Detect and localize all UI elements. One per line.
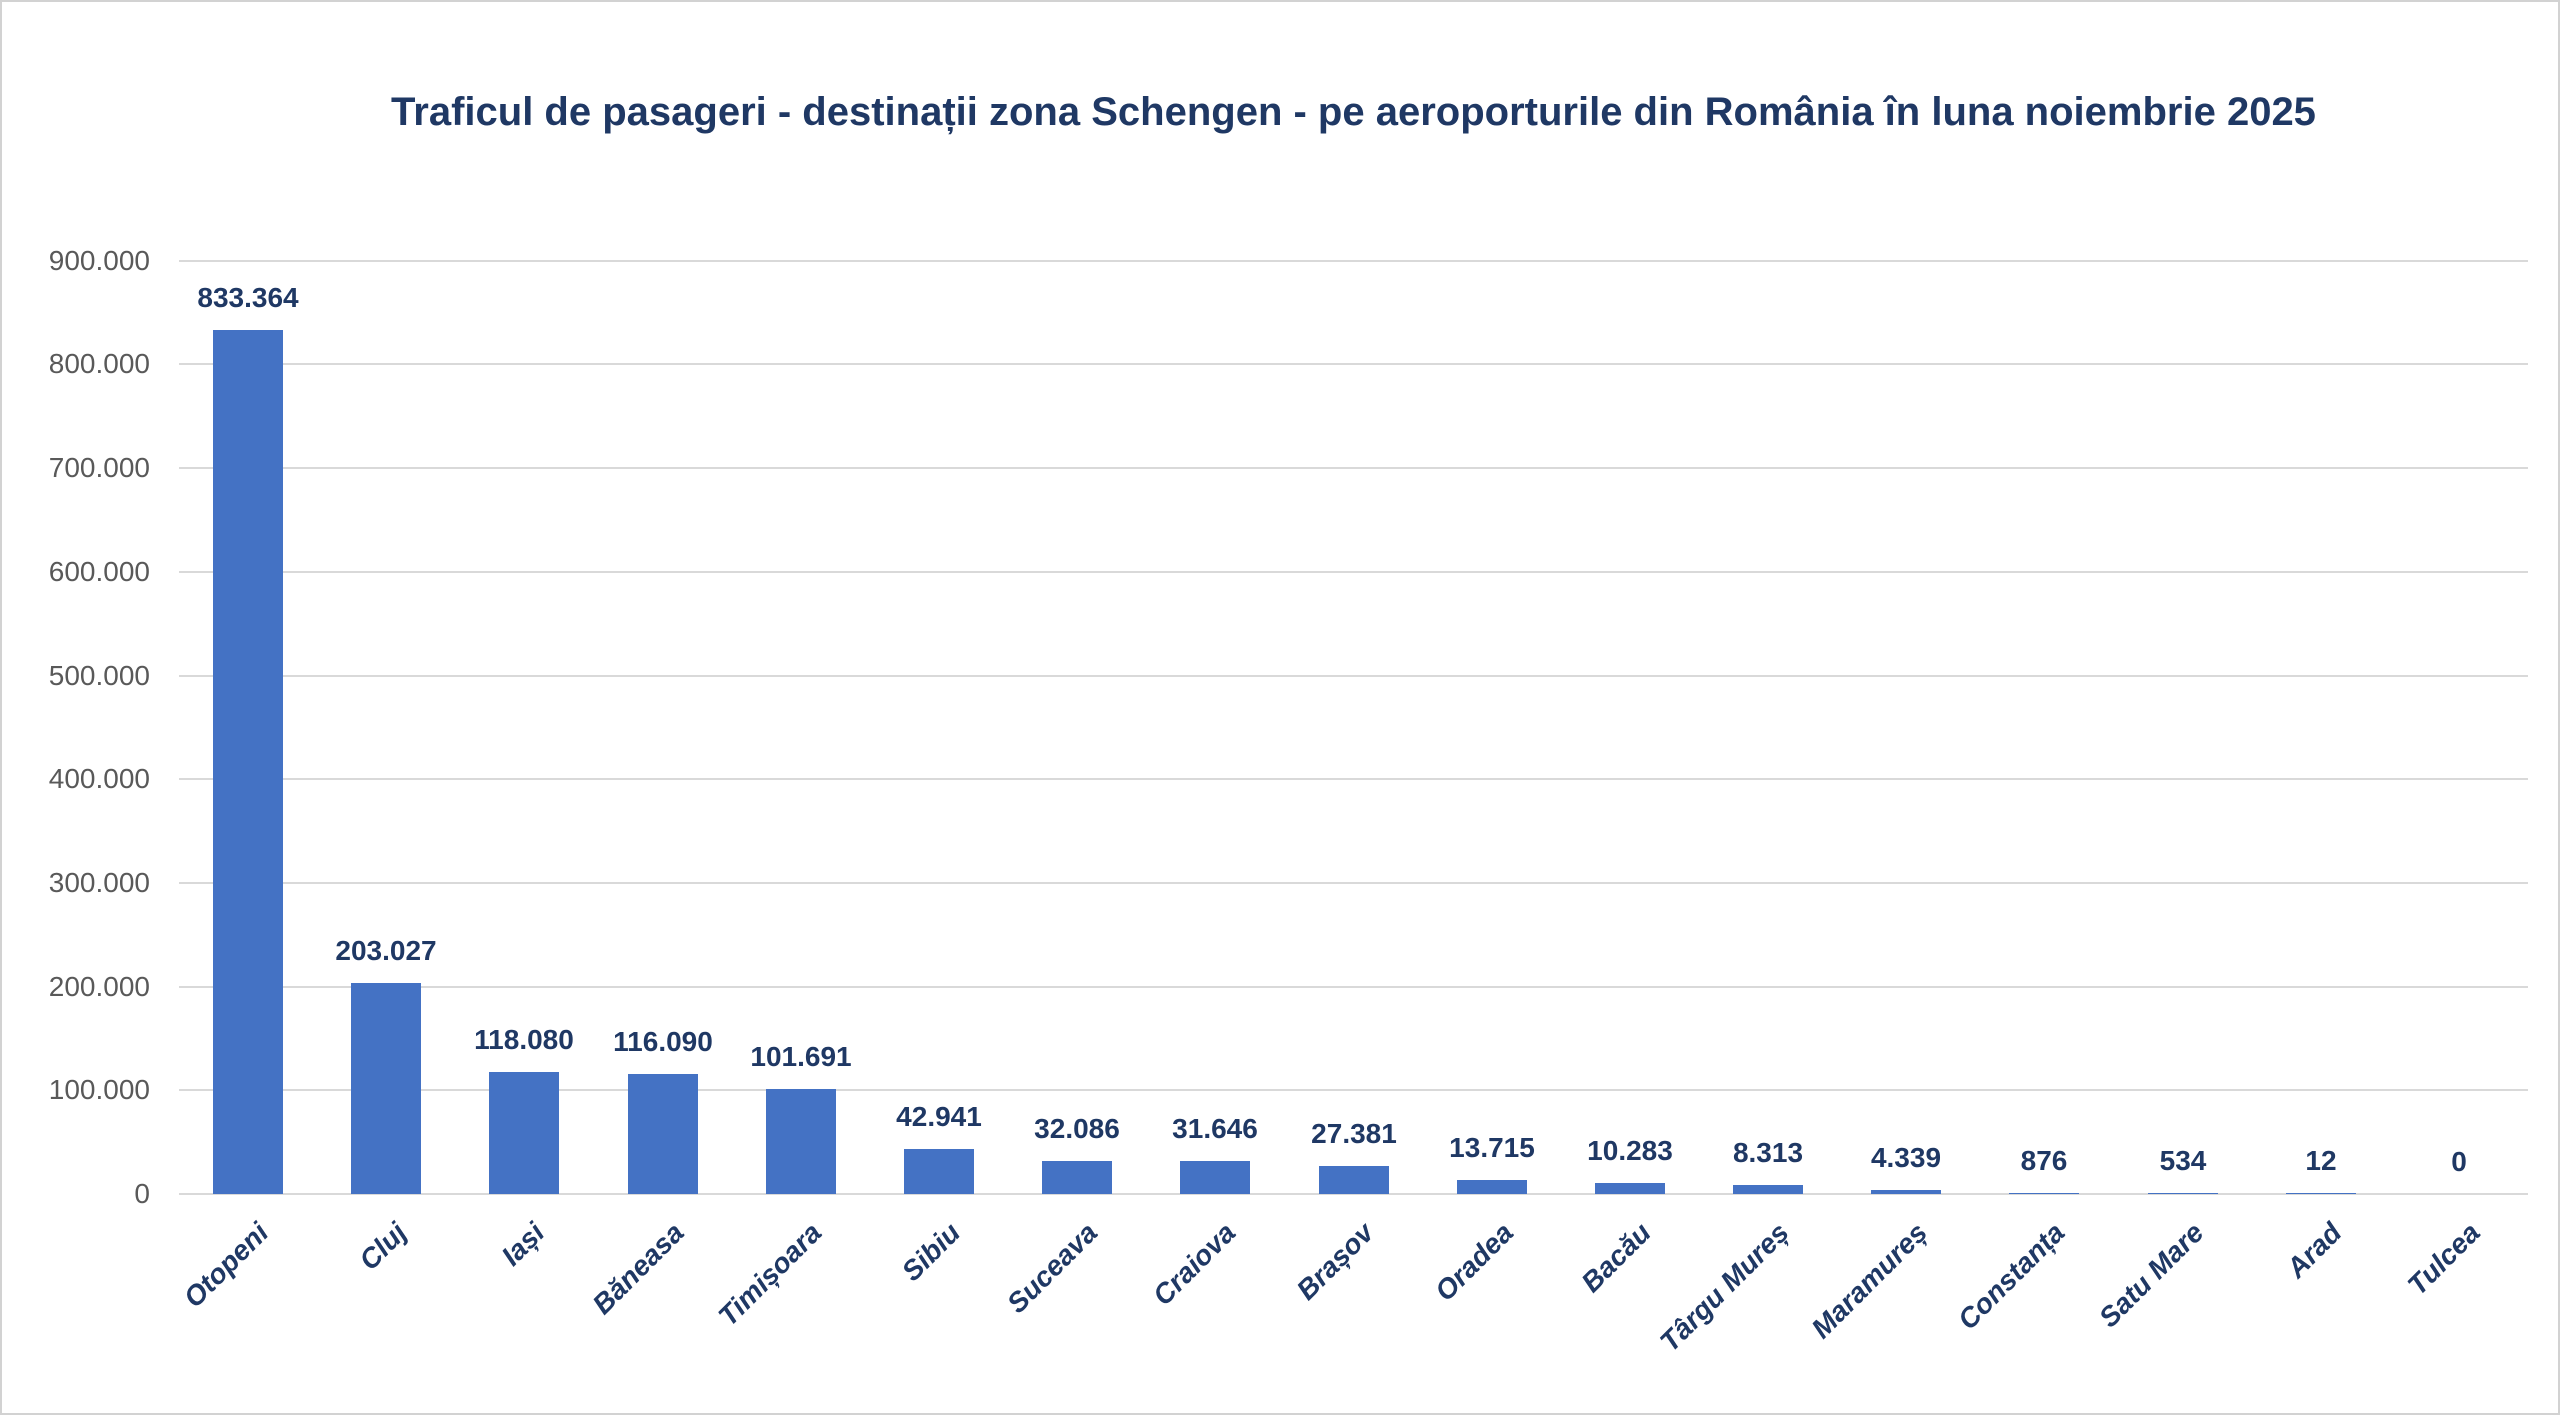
- y-axis-tick-label: 900.000: [48, 245, 150, 276]
- gridline: [179, 882, 2528, 884]
- bar: [766, 1089, 836, 1194]
- x-axis-category-label: Târgu Mureș: [1653, 1216, 1795, 1358]
- x-axis-category-label: Brașov: [1290, 1216, 1380, 1306]
- x-axis-category-label: Sibiu: [895, 1216, 966, 1288]
- y-axis-tick-label: 200.000: [48, 971, 150, 1002]
- bar-value-label: 42.941: [896, 1101, 982, 1132]
- chart-title: Traficul de pasageri - destinații zona Schengen - pe aeroporturile din România în luna noiembrie 2025: [391, 90, 2316, 134]
- gridline: [179, 986, 2528, 988]
- bar-value-label: 118.080: [474, 1024, 574, 1055]
- x-axis-category-label: Băneasa: [586, 1216, 690, 1321]
- gridline: [179, 363, 2528, 365]
- x-axis-category-label: Tulcea: [2401, 1216, 2486, 1301]
- bar-value-label: 534: [2159, 1145, 2207, 1176]
- bar: [2148, 1193, 2218, 1194]
- gridline: [179, 675, 2528, 677]
- x-axis-category-label: Oradea: [1428, 1216, 1519, 1307]
- bar-value-label: 876: [2020, 1145, 2068, 1176]
- x-axis-category-label: Maramureș: [1805, 1216, 1933, 1345]
- bar: [1457, 1180, 1527, 1194]
- bar: [1733, 1185, 1803, 1194]
- x-axis-category-label: Craiova: [1147, 1216, 1242, 1312]
- bar: [2286, 1193, 2356, 1194]
- y-axis-tick-label: 500.000: [48, 660, 150, 691]
- bar: [1595, 1183, 1665, 1194]
- gridline: [179, 260, 2528, 262]
- y-axis-tick-label: 0: [134, 1178, 150, 1209]
- gridline: [179, 467, 2528, 469]
- bar: [904, 1149, 974, 1194]
- bar: [2009, 1193, 2079, 1194]
- bar-value-label: 0: [2451, 1146, 2467, 1177]
- bar: [1871, 1190, 1941, 1194]
- y-axis-tick-label: 300.000: [48, 867, 150, 898]
- y-axis-tick-label: 700.000: [48, 452, 150, 483]
- x-axis-category-label: Iași: [495, 1216, 551, 1272]
- bar-value-label: 32.086: [1034, 1113, 1120, 1144]
- bar-value-label: 203.027: [335, 935, 437, 966]
- x-axis-category-label: Timișoara: [712, 1216, 828, 1332]
- bar-value-label: 13.715: [1449, 1132, 1535, 1163]
- bar-value-label: 833.364: [197, 282, 299, 313]
- bar: [1042, 1161, 1112, 1194]
- y-axis-tick-label: 100.000: [48, 1074, 150, 1105]
- y-axis-tick-label: 400.000: [48, 763, 150, 794]
- bar-value-label: 101.691: [750, 1041, 852, 1072]
- x-axis-category-label: Otopeni: [177, 1216, 275, 1314]
- bar: [489, 1072, 559, 1194]
- bar-value-label: 31.646: [1172, 1113, 1258, 1144]
- bar: [1319, 1166, 1389, 1194]
- x-axis-category-label: Suceava: [1001, 1216, 1104, 1319]
- x-axis-category-label: Constanța: [1951, 1216, 2071, 1336]
- gridline: [179, 778, 2528, 780]
- y-axis-tick-label: 800.000: [48, 348, 150, 379]
- bar: [213, 330, 283, 1194]
- bar-value-label: 116.090: [613, 1026, 713, 1057]
- x-axis-category-label: Satu Mare: [2093, 1216, 2210, 1334]
- bar-value-label: 10.283: [1587, 1135, 1673, 1166]
- bar-value-label: 27.381: [1311, 1118, 1397, 1149]
- bar-value-label: 4.339: [1870, 1142, 1942, 1173]
- bar-value-label: 8.313: [1732, 1137, 1804, 1168]
- gridline: [179, 571, 2528, 573]
- x-axis-category-label: Arad: [2280, 1216, 2348, 1284]
- bar: [1180, 1161, 1250, 1194]
- x-axis-category-label: Cluj: [353, 1216, 413, 1277]
- x-axis-category-label: Bacău: [1575, 1216, 1657, 1299]
- bar: [628, 1074, 698, 1194]
- y-axis-tick-label: 600.000: [48, 556, 150, 587]
- bar: [351, 983, 421, 1194]
- bar-value-label: 12: [2305, 1145, 2337, 1176]
